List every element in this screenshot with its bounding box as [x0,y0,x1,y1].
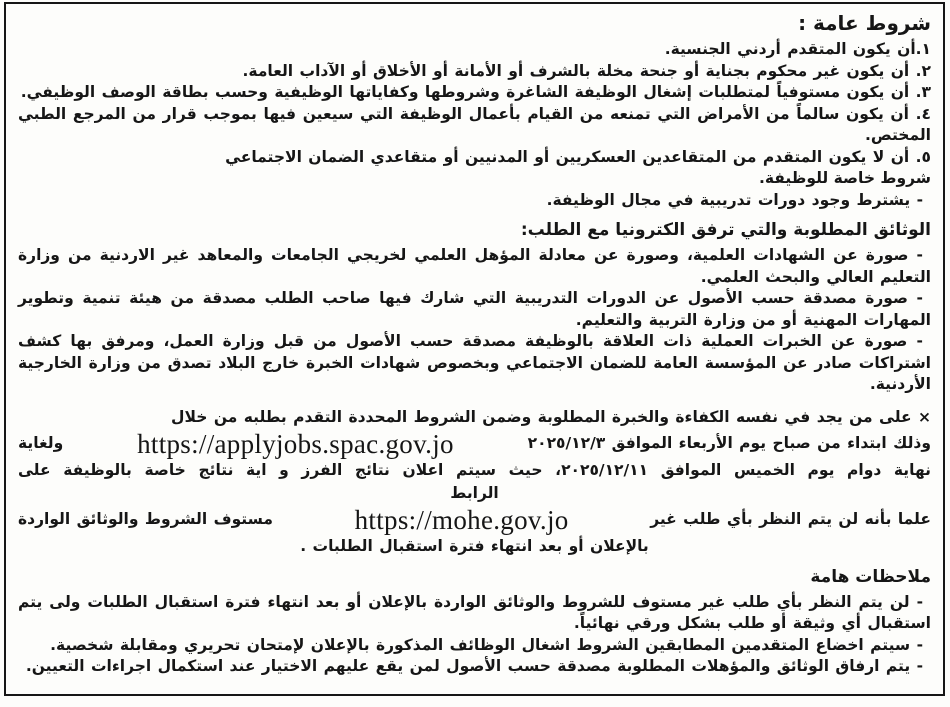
results-note-tail: مستوف الشروط والوثائق الواردة [18,510,273,528]
section-important-notes [18,565,931,678]
important-notes-title: ملاحظات هامة [810,566,931,587]
special-conditions-title: شروط خاصة للوظيفة. [758,169,931,187]
apply-start-date-text: وذلك ابتداء من صباح يوم الأربعاء الموافق ٢٠٢٥/١٢/٣ [527,434,931,452]
note-item: - لن يتم النظر بأي طلب غير مستوف للشروط والوثائق الواردة بالإعلان أو بعد انتهاء فترة استقبال الطلبات ولى يتم استقبال أي وثيقة أو طلب بشكل ورقي نهائياً. [18,592,931,632]
document-item: - صورة عن الخبرات العملية ذات العلاقة بالوظيفة مصدقة حسب الأصول من قبل وزارة العمل، ومرفق بها كشف اشتراكات صادر عن المؤسسة العامة للضمان الاجتماعي وبخصوص شهادات الخبرة خارج البلاد تصدق من وزارة الخارجية الأردنية. [18,332,931,393]
general-conditions-title: شروط عامة : [798,11,931,35]
page-frame [4,2,945,696]
section-general-conditions [18,10,931,211]
apply-deadline-line: نهاية دوام يوم الخميس الموافق ٢٠٢٥/١٢/١١، حيث سيتم اعلان نتائج الفرز و اية نتائج خاصة بالوظيفة على [18,460,932,479]
document-item: - صورة مصدقة حسب الأصول عن الدورات التدريبية التي شارك فيها صاحب الطلب مصدقة من هيئة تنمية وتطوير المهارات المهنية أو من وزارة التربية والتعليم. [18,289,931,329]
document-item: - صورة عن الشهادات العلمية، وصورة عن معادلة المؤهل العلمي لخريجي الجامعات والمعاهد غير الاردنية من وزارة التعليم العالي والبحث العلمي. [18,246,931,286]
apply-closing-line: بالإعلان أو بعد انتهاء فترة استقبال الطلبات . [300,536,649,555]
note-item: - يتم ارفاق الوثائق والمؤهلات المطلوبة مصدقة حسب الأصول لمن يقع عليهم الاختيار عند استكمال اجراءات التعيين. [25,657,923,675]
general-condition-item: ٥. أن لا يكون المتقدم من المتقاعدين العسكريين أو المدنيين أو متقاعدي الضمان الاجتماعي [225,147,931,166]
apply-intro-line: × على من يجد في نفسه الكفاءة والخبرة المطلوبة وضمن الشروط المحددة التقدم بطلبه من خلال [171,407,931,426]
required-documents-title: الوثائق المطلوبة والتي ترفق الكترونيا مع الطلب: [520,220,931,240]
results-note-text: علما بأنه لن يتم النظر بأي طلب غير [650,510,931,528]
apply-url-line [18,429,931,459]
application-instructions [18,406,931,558]
apply-link-word: الرابط [450,483,499,502]
general-condition-item: ٢. أن يكون غير محكوم بجناية أو جنحة مخلة بالشرف أو الأمانة أو الأخلاق أو الآداب العامة. [242,61,931,80]
special-condition-item: - يشترط وجود دورات تدريبية في مجال الوظيفة. [546,190,923,209]
note-item: - سيتم اخضاع المتقدمين المطابقين الشروط اشغال الوظائف المذكورة بالإعلان لإمتحان تحريري ومقابلة شخصية. [50,635,923,654]
applyjobs-url: https://applyjobs.spac.gov.jo [137,428,454,459]
general-condition-item: ٣. أن يكون مستوفياً لمتطلبات إشغال الوظيفة الشاغرة وشروطها وكفاياتها الوظيفية وحسب بطاقة الوصف الوظيفي. [20,83,931,101]
general-condition-item: ٤. أن يكون سالماً من الأمراض التي تمنعه من القيام بأعمال الوظيفة التي سيعين فيها بموجب قرار من المرجع الطبي المختص. [18,104,931,144]
results-url-line [18,505,931,535]
general-condition-item: ١.أن يكون المتقدم أردني الجنسية. [664,40,931,58]
mohe-url: https://mohe.gov.jo [354,504,569,535]
section-required-documents [18,218,931,396]
apply-date-tail: ولغاية [18,434,64,452]
